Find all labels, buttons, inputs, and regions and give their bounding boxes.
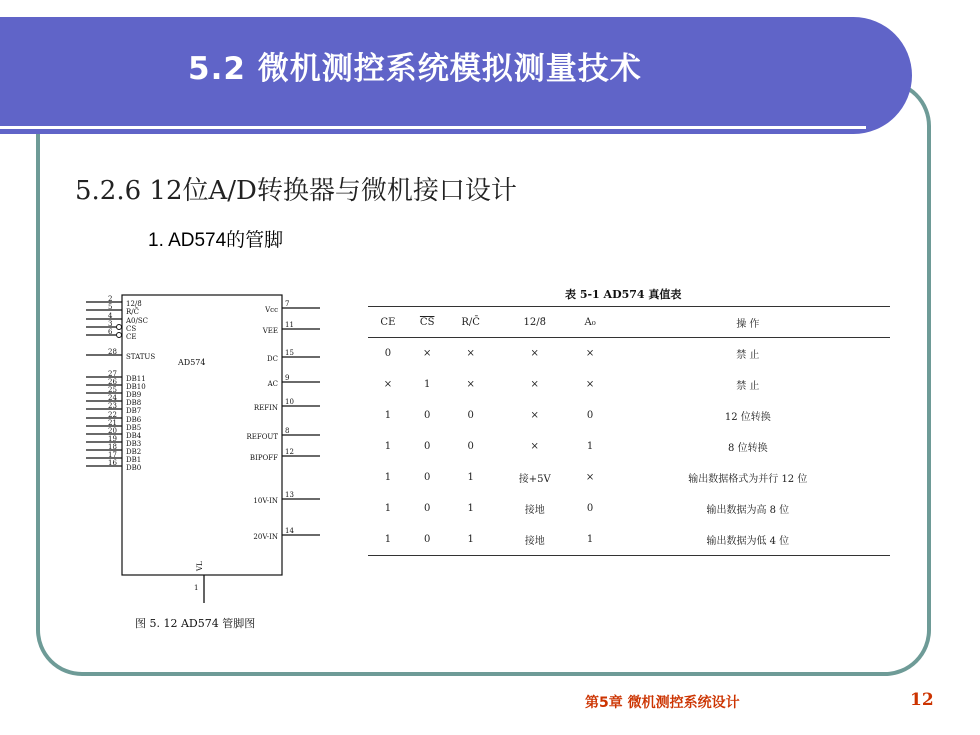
table-cell: × <box>585 348 595 359</box>
pin-label: AC <box>267 380 278 388</box>
table-cell: 0 <box>467 410 474 421</box>
pin-number: 26 <box>108 378 117 386</box>
table-cell: 1 <box>575 524 606 556</box>
pin-number: 9 <box>285 374 290 382</box>
title-underline <box>0 126 866 129</box>
pin-label: 12/8̄ <box>126 300 142 308</box>
pin-label: DB4 <box>126 432 142 440</box>
header-a0: A₀ <box>575 307 606 338</box>
table-cell: 1 <box>423 379 431 390</box>
pin-label: DB11 <box>126 375 146 383</box>
table-cell: × <box>530 441 539 452</box>
table-row <box>368 400 890 431</box>
table-cell: × <box>530 379 539 390</box>
table-cell: 1 <box>467 472 474 483</box>
pin-label: DC <box>267 355 278 363</box>
pin-label: CS <box>126 325 137 333</box>
table-cell: 0 <box>408 524 447 556</box>
pin-number: 27 <box>108 370 117 378</box>
table-cell: 禁 止 <box>736 350 760 361</box>
table-cell: 禁 止 <box>736 381 760 392</box>
pin-number: 4 <box>108 312 113 320</box>
table-row <box>368 524 890 556</box>
table-cell: 0 <box>467 441 474 452</box>
pin-label: 20V-IN <box>253 533 278 541</box>
pin-label: VL <box>196 561 204 571</box>
pin-label: DB3 <box>126 440 142 448</box>
pin-label: DB7 <box>126 407 142 415</box>
table-cell: 输出数据为高 8 位 <box>706 505 790 516</box>
table-cell: 0 <box>586 503 594 514</box>
table-cell: × <box>530 348 539 359</box>
table-cell: 0 <box>423 410 431 421</box>
table-cell: 接+5V <box>518 474 551 485</box>
table-cell: × <box>466 379 475 390</box>
pin-number: 19 <box>108 435 117 443</box>
pin-label: DB10 <box>126 383 146 391</box>
pin-label: REFIN <box>253 404 278 412</box>
pin-number: 16 <box>108 459 117 467</box>
pin-number: 22 <box>108 411 117 419</box>
title-bar <box>0 17 912 134</box>
pin-label: VEE <box>262 327 278 335</box>
table-row <box>368 431 890 462</box>
table-cell: 0 <box>423 503 431 514</box>
pin-label: DB5 <box>126 424 142 432</box>
table-row <box>368 493 890 524</box>
header-rc: R/C̄ <box>447 307 495 338</box>
table-cell: 8 位转换 <box>728 443 768 454</box>
pin-number: 8 <box>285 427 290 435</box>
page-number: 12 <box>910 690 934 710</box>
inverter-bubble <box>117 333 122 338</box>
table-cell: 1 <box>384 472 392 483</box>
pin-number: 7 <box>285 300 290 308</box>
pin-number: 10 <box>285 398 294 406</box>
pin-number: 21 <box>108 419 117 427</box>
table-cell: × <box>383 379 393 390</box>
pin-label: REFOUT <box>246 433 278 441</box>
table-cell: × <box>530 410 539 421</box>
pin-number: 17 <box>108 451 117 459</box>
table-cell: 1 <box>467 503 474 514</box>
table-cell: 接地 <box>524 505 545 516</box>
truth-table <box>368 306 890 556</box>
chip-name: AD574 <box>178 358 206 367</box>
pin-label: STATUS <box>126 353 156 361</box>
header-operation: 操 作 <box>606 307 890 338</box>
pin-number: 14 <box>285 527 294 535</box>
pin-label: DB8 <box>126 399 142 407</box>
table-cell: 1 <box>384 410 392 421</box>
table-cell: 1 <box>384 503 392 514</box>
pin-number: 2 <box>108 295 113 303</box>
pin-label: DB6 <box>126 416 142 424</box>
table-cell: 0 <box>423 472 431 483</box>
pin-number: 23 <box>108 402 117 410</box>
table-cell: 0 <box>586 410 594 421</box>
pin-number: 6 <box>108 328 113 336</box>
pin-diagram-caption: 图 5. 12 AD574 管脚图 <box>135 617 256 630</box>
truth-table-caption: 表 5-1 AD574 真值表 <box>565 288 682 301</box>
pin-label: CE <box>126 333 137 341</box>
table-cell: 接地 <box>495 524 575 556</box>
pin-number: 1 <box>194 584 199 592</box>
pin-label: DB1 <box>126 456 142 464</box>
section-heading: 5.2.6 12位A/D转换器与微机接口设计 <box>75 176 517 206</box>
table-cell: × <box>422 348 432 359</box>
table-cell: 输出数据为低 4 位 <box>606 524 890 556</box>
table-cell: 1 <box>586 441 594 452</box>
header-12-8: 12/8̄ <box>495 307 575 338</box>
truth-table-header-row <box>368 307 890 338</box>
truth-table-body <box>368 338 890 556</box>
pin-number: 25 <box>108 386 117 394</box>
table-row <box>368 369 890 400</box>
pin-label: DB2 <box>126 448 142 456</box>
table-cell: × <box>585 379 595 390</box>
pin-number: 24 <box>108 394 117 402</box>
table-cell: 0 <box>423 441 431 452</box>
pin-label: DB0 <box>126 464 142 472</box>
pin-label: R/C̄ <box>126 308 139 316</box>
header-cs: $\overline{CS}$ <box>408 307 447 338</box>
footer-chapter: 第5章 微机测控系统设计 <box>585 695 740 711</box>
table-row <box>368 338 890 370</box>
table-cell: 1 <box>447 524 495 556</box>
table-cell: × <box>585 472 595 483</box>
pin-label: A0/SC <box>126 317 149 325</box>
pin-label: Vcc <box>265 306 278 314</box>
pin-number: 18 <box>108 443 117 451</box>
table-cell: × <box>466 348 475 359</box>
inverter-bubble <box>117 325 122 330</box>
pin-label: BIPOFF <box>249 454 278 462</box>
table-cell: 12 位转换 <box>724 412 771 423</box>
pin-number: 20 <box>108 427 117 435</box>
pin-number: 5 <box>108 303 113 311</box>
table-cell: 1 <box>368 524 408 556</box>
pin-number: 3 <box>108 320 113 328</box>
sub-heading: 1. AD574的管脚 <box>148 230 284 251</box>
pin-label: DB9 <box>126 391 142 399</box>
table-cell: 0 <box>384 348 392 359</box>
pin-label: 10V-IN <box>253 497 278 505</box>
pin-number: 15 <box>285 349 294 357</box>
header-ce: CE <box>368 307 408 338</box>
slide-title: 5.2 微机测控系统模拟测量技术 <box>188 51 642 87</box>
table-cell: 输出数据格式为并行 12 位 <box>688 474 808 485</box>
table-row <box>368 462 890 493</box>
table-cell: 1 <box>384 441 392 452</box>
pin-number: 28 <box>108 348 117 356</box>
pin-number: 12 <box>285 448 294 456</box>
ad574-pin-diagram <box>70 285 330 605</box>
pin-number: 11 <box>285 321 294 329</box>
pin-number: 13 <box>285 491 294 499</box>
